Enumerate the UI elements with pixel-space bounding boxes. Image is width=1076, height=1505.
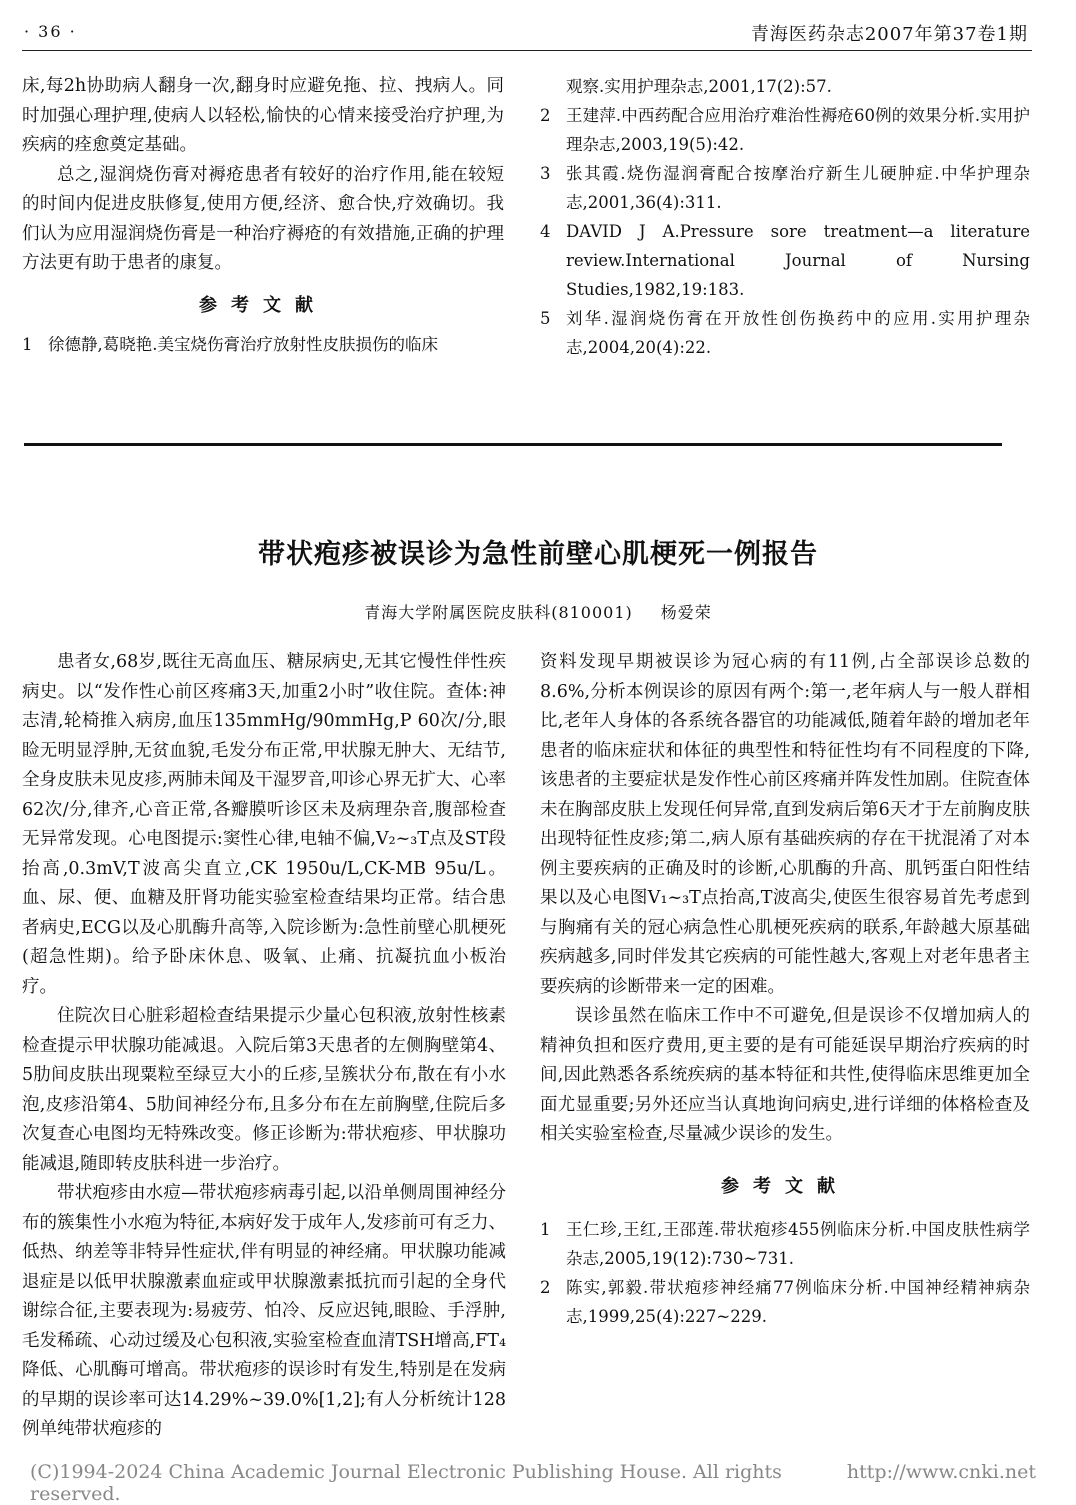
reference-text: 徐德静,葛晓艳.美宝烧伤膏治疗放射性皮肤损伤的临床 (48, 335, 438, 354)
author-name: 杨爱荣 (660, 603, 712, 622)
copyright-footer (30, 1461, 1036, 1505)
reference-number: 3 (540, 164, 551, 183)
page-number: · 36 · (24, 22, 77, 41)
prev-article-left-column (22, 72, 504, 359)
affiliation: 青海大学附属医院皮肤科(810001) (364, 603, 633, 622)
byline (0, 600, 1076, 623)
references-heading: 参考文献 (199, 294, 327, 316)
reference-text: 刘华.湿润烧伤膏在开放性创伤换药中的应用.实用护理杂志,2004,20(4):22. (566, 309, 1030, 357)
prev-article-paragraph: 总之,湿润烧伤膏对褥疮患者有较好的治疗作用,能在较短的时间内促进皮肤修复,使用方便,经济、愈合快,疗效确切。我们认为应用湿润烧伤膏是一种治疗褥疮的有效措施,正确的护理方法更有助于患者的康复。 (22, 164, 504, 273)
article-right-column (540, 648, 1030, 1331)
reference-number: 2 (540, 106, 551, 125)
article-title: 带状疱疹被误诊为急性前壁心肌梗死一例报告 (258, 539, 818, 570)
reference-item (540, 101, 1030, 159)
body-paragraph: 带状疱疹由水痘—带状疱疹病毒引起,以沿单侧周围神经分布的簇集性小水疱为特征,本病好发于成年人,发疹前可有乏力、低热、纳差等非特异性症状,伴有明显的神经痛。甲状腺功能减退症是以低甲状腺激素血症或甲状腺激素抵抗而引起的全身代谢综合征,主要表现为:易疲劳、怕冷、反应迟钝,眼睑、手浮肿,毛发稀疏、心动过缓及心包积液,实验室检查血清TSH增高,FT₄降低、心肌酶可增高。带状疱疹的误诊时有发生,特别是在发病的早期的误诊率可达14.29%~39.0%[1,2];有人分析统计128例单纯带状疱疹的 (22, 1183, 506, 1439)
reference-item (540, 1215, 1030, 1273)
reference-item (540, 217, 1030, 304)
reference-number: 1 (540, 1220, 551, 1239)
reference-text: 王建萍.中西药配合应用治疗难治性褥疮60例的效果分析.实用护理杂志,2003,19(5):42. (566, 106, 1030, 154)
reference-item (540, 159, 1030, 217)
reference-item (540, 304, 1030, 362)
reference-item (540, 1273, 1030, 1331)
body-paragraph: 资料发现早期被误诊为冠心病的有11例,占全部误诊总数的8.6%,分析本例误诊的原因有两个:第一,老年病人与一般人群相比,老年人身体的各系统各器官的功能减低,随着年龄的增加老年患者的临床症状和体征的典型性和特征性均有不同程度的下降,该患者的主要症状是发作性心前区疼痛并阵发性加剧。住院查体未在胸部皮肤上发现任何异常,直到发病后第6天才于左前胸皮肤出现特征性皮疹;第二,病人原有基础疾病的存在干扰混淆了对本例主要疾病的正确及时的诊断,心肌酶的升高、肌钙蛋白阳性结果以及心电图V₁~₃T点抬高,T波高尖,使医生很容易首先考虑到与胸痛有关的冠心病急性心肌梗死疾病的联系,年龄越大原基础疾病越多,同时伴发其它疾病的可能性越大,客观上对老年患者主要疾病的诊断带来一定的困难。 (540, 652, 1030, 997)
article-left-column (22, 648, 506, 1445)
reference-number: 2 (540, 1278, 551, 1297)
body-paragraph: 患者女,68岁,既往无高血压、糖尿病史,无其它慢性伴性疾病史。以“发作性心前区疼痛3天,加重2小时”收住院。查体:神志清,轮椅推入病房,血压135mmHg/90mmHg,P 60次/分,眼睑无明显浮肿,无贫血貌,毛发分布正常,甲状腺无肿大、无结节,全身皮肤未见皮疹,两肺未闻及干湿罗音,叩诊心界无扩大、心率62次/分,律齐,心音正常,各瓣膜听诊区未及病理杂音,腹部检查无异常发现。心电图提示:窦性心律,电轴不偏,V₂~₃T点及ST段抬高,0.3mV,T波高尖直立,CK 1950u/L,CK-MB 95u/L。血、尿、便、血糖及肝肾功能实验室检查结果均正常。结合患者病史,ECG以及心肌酶升高等,入院诊断为:急性前壁心肌梗死(超急性期)。给予卧床休息、吸氧、止痛、抗凝抗血小板治疗。 (22, 652, 506, 997)
references-heading: 参考文献 (721, 1175, 849, 1197)
prev-article-right-column (540, 72, 1030, 362)
reference-text: 陈实,郭毅.带状疱疹神经痛77例临床分析.中国神经精神病杂志,1999,25(4):227~229. (566, 1278, 1030, 1326)
prev-article-paragraph: 床,每2h协助病人翻身一次,翻身时应避免拖、拉、拽病人。同时加强心理护理,使病人以轻松,愉快的心情来接受治疗护理,为疾病的痊愈奠定基础。 (22, 76, 504, 155)
reference-number (540, 72, 566, 101)
reference-item (22, 330, 504, 359)
copyright-text: (C)1994-2024 China Academic Journal Electronic Publishing House. All rights reserved. (30, 1461, 782, 1505)
reference-item (540, 72, 1030, 101)
journal-issue: 青海医药杂志2007年第37卷1期 (750, 24, 1028, 45)
reference-text: 观察.实用护理杂志,2001,17(2):57. (566, 77, 832, 96)
body-paragraph: 误诊虽然在临床工作中不可避免,但是误诊不仅增加病人的精神负担和医疗费用,更主要的是有可能延误早期治疗疾病的时间,因此熟悉各系统疾病的基本特征和共性,使得临床思维更加全面尤显重要;另外还应当认真地询问病史,进行详细的体格检查及相关实验室检查,尽量减少误诊的发生。 (540, 1006, 1030, 1144)
reference-text: 王仁珍,王红,王邵莲.带状疱疹455例临床分析.中国皮肤性病学杂志,2005,19(12):730~731. (566, 1220, 1030, 1268)
reference-number: 4 (540, 222, 551, 241)
header-rule (22, 50, 1032, 51)
reference-text: DAVID J A.Pressure sore treatment—a literature review.International Journal of Nursing Studies,1982,19:183. (566, 222, 1030, 299)
cnki-url: http://www.cnki.net (846, 1461, 1036, 1483)
article-separator (24, 443, 1002, 446)
reference-number: 1 (22, 335, 33, 354)
reference-number: 5 (540, 309, 551, 328)
body-paragraph: 住院次日心脏彩超检查结果提示少量心包积液,放射性核素检查提示甲状腺功能减退。入院后第3天患者的左侧胸壁第4、5肋间皮肤出现粟粒至绿豆大小的丘疹,呈簇状分布,散在有小水泡,皮疹沿第4、5肋间神经分布,且多分布在左前胸壁,住院后多次复查心电图均无特殊改变。修正诊断为:带状疱疹、甲状腺功能减退,随即转皮肤科进一步治疗。 (22, 1006, 506, 1174)
reference-text: 张其霞.烧伤湿润膏配合按摩治疗新生儿硬肿症.中华护理杂志,2001,36(4):311. (566, 164, 1030, 212)
